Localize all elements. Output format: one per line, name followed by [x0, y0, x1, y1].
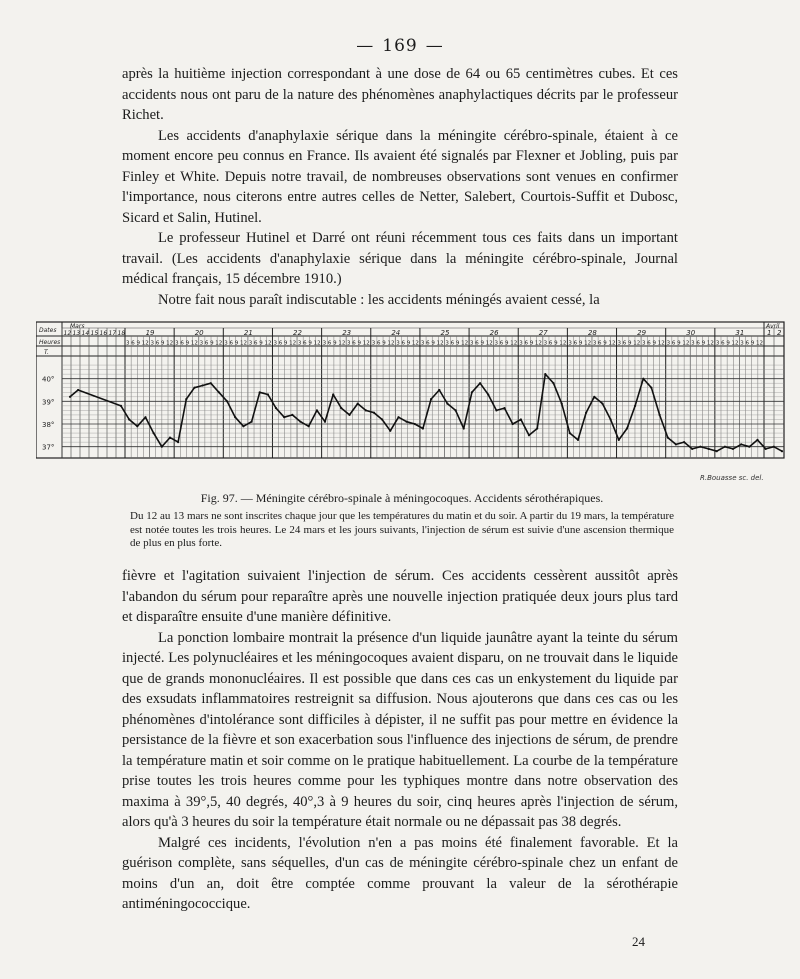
day-label: 29: [637, 329, 647, 337]
hours-label: 3 6 9 12 3 6 9 12: [224, 340, 272, 347]
temperature-point: [120, 405, 122, 407]
temperature-point: [414, 423, 416, 425]
temperature-point: [234, 416, 236, 418]
figure-caption: [122, 491, 682, 551]
temperature-point: [577, 439, 579, 441]
paragraph: Malgré ces incidents, l'évolution n'en a pas moins été finalement favorable. Et la guérison complète, sans séquelles, d'un cas de méningite cérébro-spinale chez un enfant de moins d'un an, doit être comptée comme prouvant la valeur de la sérothérapie antiméningococcique.: [122, 834, 678, 912]
temperature-point: [308, 425, 310, 427]
temperature-point: [626, 427, 628, 429]
temperature-point: [495, 409, 497, 411]
temperature-point: [365, 409, 367, 411]
temperature-point: [765, 448, 767, 450]
temperature-point: [487, 393, 489, 395]
temperature-point: [430, 398, 432, 400]
temperature-point: [732, 448, 734, 450]
temperature-point: [210, 382, 212, 384]
temperature-point: [667, 437, 669, 439]
temperature-point: [144, 416, 146, 418]
paragraph: après la huitième injection correspondant à une dose de 64 ou 65 centimètres cubes. Et ces accidents nous ont paru de la nature des phénomènes anaphylactiques décrits par le professeur Richet.: [122, 66, 678, 123]
temperature-point: [683, 441, 685, 443]
day-label: 1: [767, 329, 772, 337]
hours-label: 3 6 9 12 3 6 9 12: [126, 340, 174, 347]
temperature-point: [267, 393, 269, 395]
temperature-point: [193, 387, 195, 389]
hours-label: 3 6 9 12 3 6 9 12: [715, 340, 763, 347]
temperature-point: [177, 441, 179, 443]
temperature-point: [536, 427, 538, 429]
day-label: 21: [243, 329, 253, 337]
hours-label: 3 6 9 12 3 6 9 12: [175, 340, 223, 347]
hours-label: 3 6 9 12 3 6 9 12: [420, 340, 469, 347]
figure-note: Du 12 au 13 mars ne sont inscrites chaque jour que les températures du matin et du soir. A partir du 19 mars, la température est notée toutes les trois heures. Le 24 mars et les jours suivants, l'injection de sérum est suivie d'une ascension thermique de plus en plus forte.: [130, 510, 674, 549]
temperature-point: [299, 421, 301, 423]
day-label: 23: [342, 329, 352, 337]
day-label: 25: [440, 329, 450, 337]
day-label: 20: [194, 329, 204, 337]
month-label-mars: Mars: [70, 323, 85, 330]
temperature-point: [438, 389, 440, 391]
temperature-point: [691, 448, 693, 450]
temperature-point: [128, 418, 130, 420]
temperature-point: [324, 421, 326, 423]
day-label: 19: [145, 329, 155, 337]
figure-signature: R.Bouasse sc. del.: [700, 474, 764, 482]
temperature-point: [291, 414, 293, 416]
temperature-point: [552, 382, 554, 384]
day-label: 22: [293, 329, 302, 337]
temperature-point: [471, 391, 473, 393]
temperature-chart-svg: [36, 318, 786, 478]
temperature-point: [520, 418, 522, 420]
day-label: 12: [63, 330, 72, 337]
row-label-hours: Heures: [39, 339, 61, 346]
temperature-point: [748, 446, 750, 448]
temperature-point: [77, 389, 79, 391]
temperature-point: [618, 439, 620, 441]
hours-label: 3 6 9 12 3 6 9 12: [519, 340, 567, 347]
temperature-point: [756, 439, 758, 441]
temperature-point: [569, 432, 571, 434]
temperature-point: [185, 398, 187, 400]
paragraph: La ponction lombaire montrait la présence d'un liquide jaunâtre ayant la teinte du sérum injecté. Les polynucléaires et les méningocoques avaient disparu, on ne trouvait dans le liquide que de grands mononucléaires. Il est possible que dans ces cas un enkystement du liquide par des exsudats inflammatoires restreignit sa diffusion. Nous ajouterons que dans ces cas ou les phénomènes d'intolérance sont difficiles à dépister, il ne suffit pas pour mettre en évidence la persistance de la fièvre et son exacerbation sous l'influence des injections de sérum, de prendre la température matin et soir comme on le pratique habituellement. La courbe de la température prise toutes les trois heures comme pour les typhiques montre dans notre observation des maxima à 39°,5, 40 degrés, 40°,3 à 9 heures du soir, cinq heures après l'injection de sérum, alors qu'à 3 heures du soir la température était normale ou ne dépassait pas 38 degrés.: [122, 629, 678, 830]
temperature-point: [479, 382, 481, 384]
y-tick-label: 38°: [42, 421, 55, 429]
temperature-point: [69, 396, 71, 398]
day-label: 15: [90, 330, 99, 337]
temperature-chart: [36, 318, 786, 488]
month-label-avril: Avril: [766, 323, 780, 330]
day-label: 27: [538, 329, 548, 337]
temperature-point: [561, 403, 563, 405]
day-label: 28: [587, 329, 597, 337]
hours-label: 3 6 9 12 3 6 9 12: [617, 340, 665, 347]
temperature-point: [242, 425, 244, 427]
temperature-point: [610, 418, 612, 420]
top-text: [122, 64, 678, 310]
temperature-point: [169, 437, 171, 439]
temperature-point: [202, 384, 204, 386]
hours-label: 3 6 9 12 3 6 9 12: [322, 340, 370, 347]
page-number: 169: [382, 36, 418, 56]
temperature-point: [699, 446, 701, 448]
temperature-point: [251, 421, 253, 423]
bottom-text: [122, 566, 678, 915]
temperature-point: [283, 416, 285, 418]
temperature-point: [528, 434, 530, 436]
temperature-point: [512, 423, 514, 425]
row-label-dates: Dates: [39, 327, 57, 334]
hours-label: 3 6 9 12 3 6 9 12: [273, 340, 321, 347]
temperature-point: [781, 450, 783, 452]
temperature-point: [275, 407, 277, 409]
y-tick-label: 40°: [42, 375, 55, 384]
y-tick-label: 37°: [42, 443, 55, 452]
day-label: 18: [117, 330, 126, 337]
temperature-point: [740, 443, 742, 445]
day-label: 24: [391, 329, 401, 337]
temperature-point: [316, 409, 318, 411]
temperature-point: [381, 418, 383, 420]
day-label: 16: [99, 330, 108, 337]
temperature-point: [153, 432, 155, 434]
temperature-point: [422, 427, 424, 429]
day-label: 17: [108, 330, 117, 337]
temperature-point: [218, 391, 220, 393]
day-label: 30: [686, 329, 696, 337]
day-label: 2: [777, 329, 782, 337]
day-label: 31: [735, 329, 745, 337]
temperature-point: [455, 409, 457, 411]
temperature-point: [136, 425, 138, 427]
temperature-point: [406, 421, 408, 423]
signature-number: 24: [632, 934, 645, 949]
temperature-point: [659, 414, 661, 416]
paragraph: Les accidents d'anaphylaxie sérique dans la méningite cérébro-spinale, étaient à ce moment encore peu connus en France. Ils avaient été signalés par Flexner et Jobling, puis par Finley et White. Depuis notre travail, de nombreuses observations sont venues en confirmer l'importance, nous citerons entre autres celles de Netter, Salebert, Courtois-Suffit et Dubosc, Sicard et Salin, Hutinel.: [122, 127, 678, 226]
temperature-point: [675, 443, 677, 445]
page-header-number: — 169 —: [356, 36, 444, 56]
temperature-point: [544, 373, 546, 375]
hours-label: 3 6 9 12 3 6 9 12: [470, 340, 518, 347]
temperature-point: [348, 414, 350, 416]
temperature-point: [332, 393, 334, 395]
day-label: 26: [489, 329, 499, 337]
y-tick-label: 39°: [42, 398, 55, 407]
hours-label: 3 6 9 12 3 6 9 12: [568, 340, 616, 347]
temperature-point: [226, 400, 228, 402]
temperature-point: [634, 405, 636, 407]
day-label: 14: [81, 330, 90, 337]
paragraph: Notre fait nous paraît indiscutable : les accidents méningés avaient cessé, la: [158, 291, 600, 308]
temperature-point: [373, 412, 375, 414]
temperature-point: [397, 416, 399, 418]
paragraph: fièvre et l'agitation suivaient l'injection de sérum. Ces accidents cessèrent aussitôt après l'abandon du sérum pour reparaître après une nouvelle injection pratiquée deux jours plus tard et disparaître ensuite d'une manière définitive.: [122, 568, 678, 625]
temperature-point: [446, 403, 448, 405]
temperature-point: [340, 407, 342, 409]
temperature-point: [601, 403, 603, 405]
temperature-point: [724, 446, 726, 448]
temperature-point: [593, 396, 595, 398]
temperature-point: [773, 446, 775, 448]
temperature-point: [389, 430, 391, 432]
row-label-temp: T.: [44, 349, 49, 356]
paragraph: Le professeur Hutinel et Darré ont réuni récemment tous ces faits dans un important travail. (Les accidents d'anaphylaxie sérique dans la méningite cérébro-spinale, Journal médical français, 15 décembre 1910.): [122, 230, 678, 287]
temperature-point: [259, 391, 261, 393]
temperature-point: [357, 403, 359, 405]
temperature-point: [161, 446, 163, 448]
temperature-point: [642, 378, 644, 380]
temperature-point: [503, 407, 505, 409]
temperature-point: [585, 412, 587, 414]
figure-title: Fig. 97. — Méningite cérébro-spinale à méningocoques. Accidents sérothérapiques.: [200, 491, 604, 505]
hours-label: 3 6 9 12 3 6 9 12: [371, 340, 419, 347]
temperature-point: [463, 427, 465, 429]
temperature-point: [716, 450, 718, 452]
hours-label: 3 6 9 12 3 6 9 12: [666, 340, 714, 347]
temperature-point: [708, 448, 710, 450]
temperature-point: [650, 387, 652, 389]
day-label: 13: [72, 330, 81, 337]
